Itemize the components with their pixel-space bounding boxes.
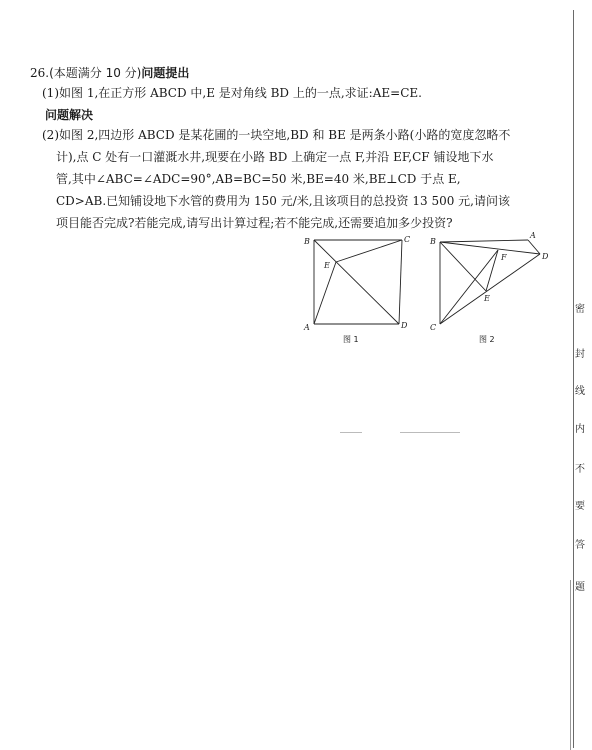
fig2-label-a: A <box>530 231 536 240</box>
fig2-label-b: B <box>430 237 436 246</box>
seal-char: 密 <box>575 304 585 315</box>
fig1-label-a: A <box>304 323 310 332</box>
part2-line-2: 计),点 C 处有一口灌溉水井,现要在小路 BD 上确定一点 F,并沿 EF,CF 铺设地下水 <box>56 150 494 164</box>
part2-line-3: 管,其中∠ABC=∠ADC=90°,AB=BC=50 米,BE=40 米,BE⊥CD 于点 E, <box>56 172 461 186</box>
figure-1-caption: 图 1 <box>343 335 359 344</box>
part1-text: (1)如图 1,在正方形 ABCD 中,E 是对角线 BD 上的一点,求证:AE=CE. <box>42 86 422 100</box>
binding-line <box>573 10 574 748</box>
part2-line-4: CD>AB.已知铺设地下水管的费用为 150 元/米,且该项目的总投资 13 500 元,请问该 <box>56 194 510 208</box>
solve-title: 问题解决 <box>45 108 94 122</box>
binding-margin <box>562 0 592 750</box>
seal-char: 题 <box>575 582 585 593</box>
scan-artifact <box>340 432 362 433</box>
fig2-label-f: F <box>501 253 507 262</box>
fig1-label-b: B <box>304 237 310 246</box>
fig2-label-e: E <box>484 294 490 303</box>
seal-char: 内 <box>575 424 585 435</box>
fig1-side-cd <box>399 240 402 324</box>
part2-line-1: (2)如图 2,四边形 ABCD 是某花圃的一块空地,BD 和 BE 是两条小路(小路的宽度忽略不 <box>42 128 511 142</box>
seal-char: 封 <box>575 349 585 360</box>
question-number: 26. <box>30 66 50 80</box>
figure-2-caption: 图 2 <box>479 335 495 344</box>
fig2-label-c: C <box>430 323 437 332</box>
fig2-path-bd <box>440 242 540 254</box>
question-title: 问题提出 <box>141 66 190 80</box>
question-meta: (本题满分 10 分) <box>49 66 142 80</box>
fig2-label-d: D <box>542 252 549 261</box>
seal-char: 要 <box>575 501 585 512</box>
seal-char: 答 <box>575 540 585 551</box>
figure-1 <box>296 232 416 338</box>
fig2-side-ba <box>440 240 528 242</box>
seal-char: 线 <box>575 386 585 397</box>
binding-line-inner <box>570 580 571 750</box>
scan-artifact <box>400 432 460 433</box>
part2-line-5: 项目能否完成?若能完成,请写出计算过程;若不能完成,还需要追加多少投资? <box>56 216 453 230</box>
seal-char: 不 <box>575 464 585 475</box>
fig1-segment-ce <box>336 240 402 262</box>
fig1-diagonal-bd <box>314 240 399 324</box>
question-header <box>30 64 189 81</box>
figure-2 <box>424 230 556 338</box>
fig2-side-ad <box>528 240 540 254</box>
fig1-segment-ae <box>314 262 336 324</box>
fig1-label-d: D <box>401 321 408 330</box>
fig1-label-e: E <box>324 261 330 270</box>
fig2-path-be <box>440 242 486 291</box>
fig1-label-c: C <box>404 235 411 244</box>
fig2-pipe-cf <box>440 250 498 324</box>
fig2-side-cd <box>440 254 540 324</box>
